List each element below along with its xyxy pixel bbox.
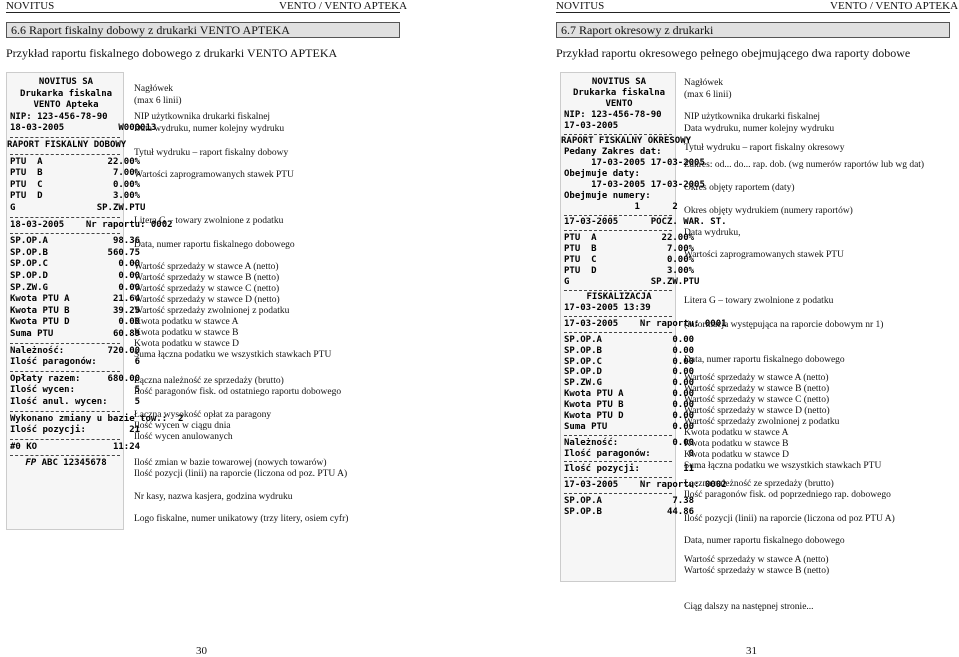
annotation-label: Data, numer raportu fiskalnego dobowego [134,240,295,250]
receipt-line: SP.OP.B 560.75 [10,247,141,258]
receipt-line: Opłaty razem: 680.00 [10,373,141,384]
annotation-label: Kwota podatku w stawce D [134,339,240,349]
left-header-brand: NOVITUS [6,0,55,12]
receipt-line: Suma PTU 0.00 [564,421,695,432]
receipt-line: #0 KO 11:24 [10,441,141,452]
receipt-line: SP.OP.C 0.00 [564,356,695,367]
receipt-line: Pedany Zakres dat: [564,147,662,158]
annotation-label: Wartość sprzedaży w stawce B (netto) [684,566,830,576]
receipt-line: Obejmuje daty: [564,169,640,179]
receipt-line: RAPORT FISKALNY OKRESOWY [561,136,692,147]
receipt-line: PTU A 22.00% [10,156,141,167]
receipt-line: PTU C 0.00% [10,179,141,190]
annotation-label: Wartość sprzedaży w stawce D (netto) [134,295,280,305]
annotation-label: Wartość sprzedaży zwolnionej z podatku [684,417,840,427]
annotation-label: Wartości zaprogramowanych stawek PTU [684,250,844,260]
receipt-line: PTU B 7.00% [564,244,695,254]
receipt-line: PTU B 7.00% [10,168,141,179]
right-subtitle: Przykład raportu okresowego pełnego obejmującego dwa raporty dobowe [556,46,911,60]
annotation-label: Ilość paragonów fisk. od ostatniego raportu dobowego [134,387,342,397]
annotation-label: Zakres: od... do... rap. dob. (wg numerów raportów lub wg dat) [684,160,925,170]
receipt-line: SP.OP.A 0.00 [564,334,695,345]
receipt-separator [564,215,672,216]
receipt-line: PTU C 0.00% [564,254,695,265]
receipt-line: Kwota PTU D 0.00 [10,317,141,328]
annotation-label: Nagłówek [134,84,174,94]
receipt-separator [564,477,672,478]
receipt-line: 1 2 [564,201,678,212]
right-section-title: 6.7 Raport okresowy z drukarki [556,22,950,38]
unique-number: ABC 12345678 [36,458,107,469]
receipt-line: Kwota PTU A 0.00 [564,389,695,400]
receipt-line: Wykonano zmiany u bazie tow.: 2 [10,413,184,424]
receipt-line: PTU D 3.00% [564,265,695,276]
receipt-separator [564,461,672,462]
receipt-line: PTU A 22.00% [564,233,695,244]
receipt-separator [10,439,120,440]
annotation-label: (informacja występująca na raporcie dobowym nr 1) [684,320,884,330]
receipt-separator [10,343,120,344]
annotation-label: (max 6 linii) [684,90,732,100]
annotation-label: Wartość sprzedaży zwolnionej z podatku [134,306,290,316]
annotation-label: NIP użytkownika drukarki fiskalnej [684,112,821,122]
annotation-label: Suma łączna podatku we wszystkich stawkach PTU [684,461,882,471]
receipt-line: 17-03-2005 Nr raportu: 0001 [564,319,727,329]
annotation-label: Kwota podatku w stawce B [684,439,789,449]
receipt-separator [564,290,672,291]
receipt-line: SP.OP.A 7.38 [564,495,695,506]
receipt-line: SP.ZW.G 0.00 [564,378,695,389]
receipt-line: NOVITUS SA [591,77,647,87]
receipt-line: 17-03-2005 17-03-2005 [564,158,705,169]
annotation-label: Data wydruku, numer kolejny wydruku [134,124,285,134]
annotation-label: Wartość sprzedaży w stawce C (netto) [134,284,280,294]
annotation-label: Wartość sprzedaży w stawce D (netto) [684,406,830,416]
receipt-line: SP.OP.D 0.00 [10,271,141,281]
receipt-separator [564,332,672,333]
annotation-label: Wartość sprzedaży w stawce A (netto) [684,555,829,565]
receipt-line: SP.OP.C 0.00 [10,259,141,270]
annotation-label: Łączna należność ze sprzedaży (brutto) [134,376,284,386]
annotation-label: Łączna należność ze sprzedaży (brutto) [684,479,834,489]
receipt-line: Ilość pozycji: 11 [564,464,695,475]
receipt-line: PTU D 3.00% [10,191,141,202]
annotation-label: Nagłówek [684,78,724,88]
annotation-label: Data wydruku, numer kolejny wydruku [684,124,835,134]
receipt-separator [10,411,120,412]
annotation-label: Ilość zmian w bazie towarowej (nowych towarów) [134,458,327,468]
receipt-line: 17-03-2005 Nr raportu: 0002 [564,479,727,490]
receipt-line: Obejmuje numery: [564,190,651,201]
left-section-title: 6.6 Raport fiskalny dobowy z drukarki VENTO APTEKA [6,22,400,38]
fiscal-logo-icon: FP [25,458,37,469]
annotation-label: Ilość wycen anulowanych [134,432,233,442]
right-header-product: VENTO / VENTO APTEKA [830,0,959,12]
receipt-line: NIP: 123-456-78-90 [564,109,662,120]
receipt-separator [564,134,672,135]
annotation-label: Kwota podatku w stawce D [684,450,790,460]
receipt-line: 18-03-2005 W000013 [10,123,157,134]
receipt-line: 17-03-2005 [564,120,619,131]
receipt-line: SP.OP.B 0.00 [564,345,695,356]
annotation-label: Kwota podatku w stawce A [134,317,239,327]
receipt-separator [564,493,672,494]
annotation-label: Logo fiskalne, numer unikatowy (trzy litery, osiem cyfr) [134,514,349,524]
right-header-brand: NOVITUS [556,0,605,12]
receipt-line: NIP: 123-456-78-90 [10,111,108,122]
annotation-label: Litera G – towary zwolnione z podatku [134,216,284,226]
receipt-line: SP.ZW.G 0.00 [10,282,141,293]
receipt-separator [10,455,120,456]
annotation-label: Litera G – towary zwolnione z podatku [684,296,834,306]
right-page-number: 31 [746,645,757,657]
receipt-line: 17-03-2005 17-03-2005 [564,179,705,190]
receipt-line: VENTO Apteka [33,100,99,111]
receipt-separator [10,371,120,372]
annotation-label: Tytuł wydruku – raport fiskalny dobowy [134,148,289,158]
receipt-line: Kwota PTU A 21.64 [10,294,141,305]
annotation-label: Data wydruku, [684,228,741,238]
receipt-line: Ilość pozycji: 21 [10,425,141,436]
receipt-separator [10,233,120,234]
receipt-line: FISKALIZACJA [586,292,652,303]
annotation-label: Wartości zaprogramowanych stawek PTU [134,170,294,180]
receipt-line: Ilość wycen: 5 [10,385,141,396]
receipt-line: SP.OP.D 0.00 [564,367,695,378]
receipt-line: Kwota PTU D 0.00 [564,411,695,421]
receipt-line: Ilość paragonów: 0 [564,448,695,459]
annotation-label: Wartość sprzedaży w stawce A (netto) [134,262,279,272]
left-header-product: VENTO / VENTO APTEKA [279,0,408,12]
receipt-separator [564,316,672,317]
continuation-note: Ciąg dalszy na następnej stronie... [684,602,814,612]
annotation-label: Wartość sprzedaży w stawce B (netto) [684,384,830,394]
receipt-line [7,458,125,468]
receipt-line: NOVITUS SA [38,77,94,87]
receipt-line: 18-03-2005 Nr raportu: 0002 [10,219,173,230]
receipt-line: Drukarka fiskalna [19,88,113,99]
receipt-separator [10,217,120,218]
annotation-label: Ilość pozycji (linii) na raporcie (liczona od poz PTU A) [684,514,895,524]
receipt-line: Drukarka fiskalna [572,87,666,98]
annotation-label: Okres objęty wydrukiem (numery raportów) [684,206,853,216]
annotation-label: Kwota podatku w stawce B [134,328,239,338]
receipt-line: G SP.ZW.PTU [10,203,146,213]
annotation-label: Ilość pozycji (linii) na raporcie (liczona od poz. PTU A) [134,469,348,479]
annotation-label: Wartość sprzedaży w stawce C (netto) [684,395,830,405]
receipt-line: SP.OP.A 98.36 [10,236,141,247]
annotation-label: Wartość sprzedaży w stawce A (netto) [684,373,829,383]
annotation-label: Suma łączna podatku we wszystkich stawkach PTU [134,350,332,360]
annotation-label: Data, numer raportu fiskalnego dobowego [684,355,845,365]
receipt-line: Suma PTU 60.89 [10,329,141,339]
receipt-line: 17-03-2005 POCZ. WAR. ST. [564,217,727,228]
right-page [480,0,959,657]
receipt-separator [10,137,120,138]
annotation-label: Tytuł wydruku – raport fiskalny okresowy [684,143,845,153]
annotation-label: Ilość wycen w ciągu dnia [134,421,231,431]
annotation-label: NIP użytkownika drukarki fiskalnej [134,112,271,122]
left-header-rule [6,12,400,13]
receipt-line: Kwota PTU B 39.25 [10,305,141,316]
left-page [0,0,479,657]
annotation-label: Kwota podatku w stawce A [684,428,789,438]
annotation-label: Data, numer raportu fiskalnego dobowego [684,536,845,546]
receipt-line: Ilość paragonów: 6 [10,357,141,368]
receipt-separator [564,230,672,231]
receipt-line: SP.OP.B 44.86 [564,506,695,517]
annotation-label: Okres objęty raportem (daty) [684,183,795,193]
annotation-label: Ilość paragonów fisk. od poprzedniego rap. dobowego [684,490,891,500]
annotation-label: Nr kasy, nazwa kasjera, godzina wydruku [134,492,293,502]
receipt-separator [564,435,672,436]
left-subtitle: Przykład raportu fiskalnego dobowego z drukarki VENTO APTEKA [6,46,338,60]
annotation-label: (max 6 linii) [134,96,182,106]
receipt-line: Należność: 720.00 [10,345,141,356]
receipt-line: Kwota PTU B 0.00 [564,400,695,411]
left-page-number: 30 [196,645,207,657]
receipt-line: Ilość anul. wycen: 5 [10,397,141,407]
receipt-line: VENTO [605,98,633,109]
receipt-line: 17-03-2005 13:39 [564,303,651,314]
receipt-separator [10,154,120,155]
receipt-line: RAPORT FISKALNY DOBOWY [7,140,127,150]
receipt-line: G SP.ZW.PTU [564,276,700,287]
annotation-label: Wartość sprzedaży w stawce B (netto) [134,273,280,283]
receipt-line: Należność: 0.00 [564,437,695,448]
right-header-rule [556,12,950,13]
annotation-label: Łączna wysokość opłat za paragony [134,410,272,420]
